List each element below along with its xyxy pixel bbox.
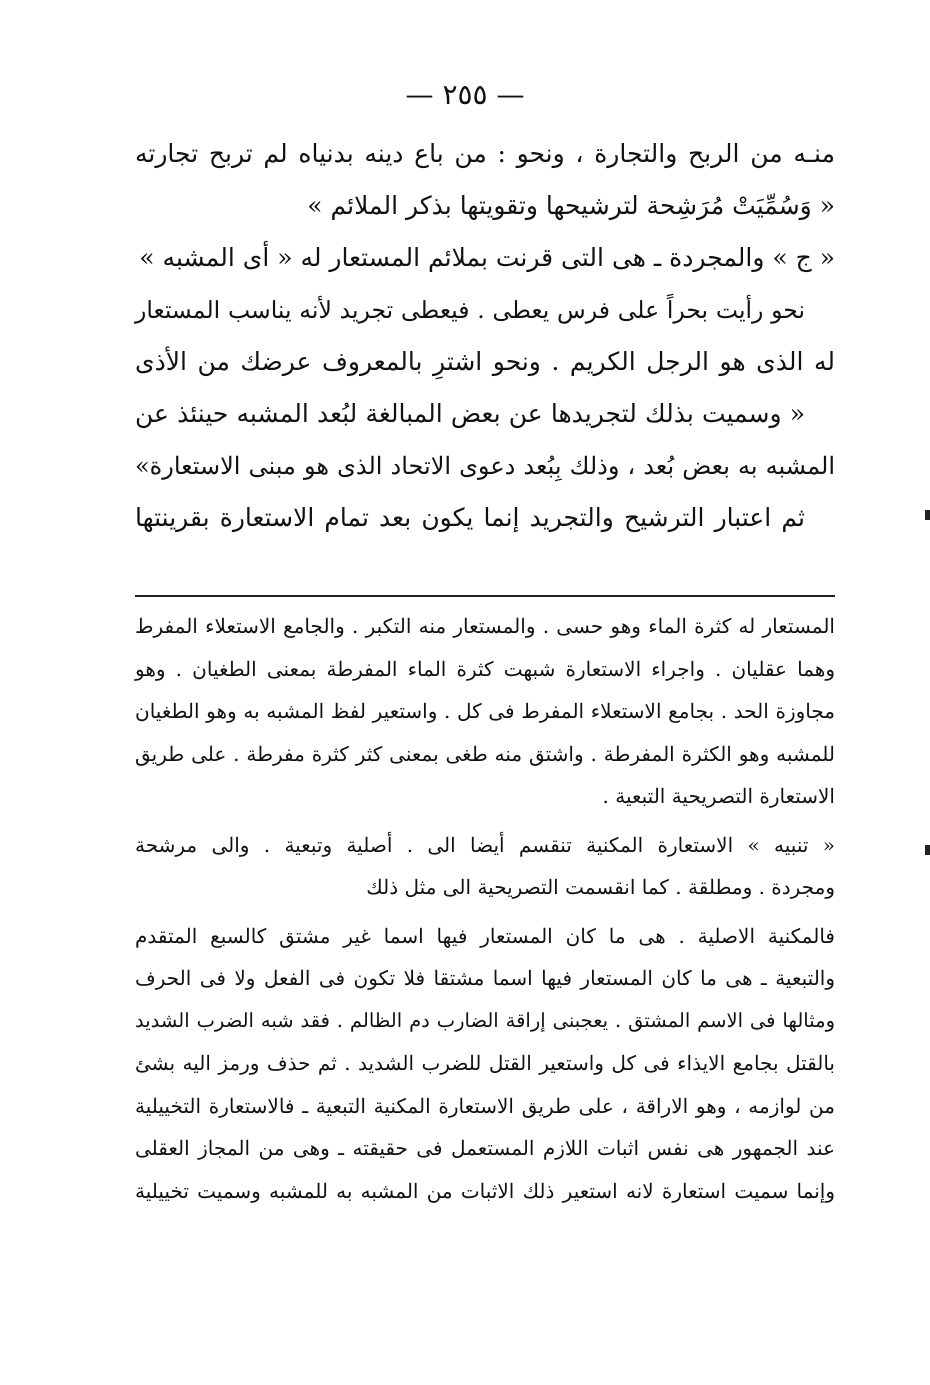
footnote-divider [135, 595, 835, 597]
footnote-line: الاستعارة التصريحية التبعية . [602, 784, 835, 808]
main-line: « وَسُمِّيَتْ مُرَشِحة لترشيحها وتقويتها بذكر الملائم » [307, 191, 835, 220]
main-line: المشبه به بعض بُعد ، وذلك بِبُعد دعوى الاتحاد الذى هو مبنى الاستعارة» [135, 452, 835, 480]
footnote-line: عند الجمهور هى نفس اثبات اللازم المستعمل فى حقيقته ـ وهى من المجاز العقلى [135, 1136, 835, 1160]
footnote-line: وهما عقليان . واجراء الاستعارة شبهت كثرة الماء المفرطة بمعنى الطغيان . وهو [135, 656, 835, 681]
scan-edge-mark [925, 510, 930, 520]
footnote-line: والتبعية ـ هى ما كان المستعار فيها اسما مشتقا فلا تكون فى الفعل ولا فى الحرف [135, 966, 835, 990]
footnote-line: من لوازمه ، وهو الاراقة ، على طريق الاستعارة المكنية التبعية ـ فالاستعارة التخييلية [135, 1093, 835, 1118]
footnote-text [135, 605, 835, 1212]
main-line: نحو رأيت بحراً على فرس يعطى . فيعطى تجريد لأنه يناسب المستعار [135, 296, 805, 324]
page-number: — ٢٥٥ — [405, 78, 525, 111]
main-line: منـه من الربح والتجارة ، ونحو : من باع دينه بدنياه لم تربح تجارته [135, 139, 835, 168]
footnote-line: وإنما سميت استعارة لانه استعير ذلك الاثبات من المشبه به للمشبه وسميت تخييلية [135, 1178, 835, 1203]
main-line: « ج » والمجردة ـ هى التى قرنت بملائم المستعار له « أى المشبه » [139, 243, 835, 272]
main-text [135, 128, 835, 544]
main-line: له الذى هو الرجل الكريم . ونحو اشترِ بالمعروف عرضك من الأذى [135, 347, 835, 376]
footnote-line: ومثالها فى الاسم المشتق . يعجبنى إراقة الضارب دم الظالم . فقد شبه الضرب الشديد [135, 1008, 835, 1032]
footnote-line: مجاوزة الحد . بجامع الاستعلاء المفرط فى كل . واستعير لفظ المشبه به وهو الطغيان [135, 699, 835, 723]
footnote-line: فالمكنية الاصلية . هى ما كان المستعار فيها اسما غير مشتق كالسبع المتقدم [135, 923, 835, 948]
footnote-line: « تنبيه » الاستعارة المكنية تنقسم أيضا الى . أصلية وتبعية . والى مرشحة [135, 832, 835, 857]
main-line: « وسميت بذلك لتجريدها عن بعض المبالغة لبُعد المشبه حينئذ عن [135, 399, 805, 428]
main-line: ثم اعتبار الترشيح والتجريد إنما يكون بعد تمام الاستعارة بقرينتها [135, 503, 805, 532]
footnote-line: بالقتل بجامع الايذاء فى كل واستعير القتل للضرب الشديد . ثم حذف ورمز اليه بشئ [135, 1051, 835, 1075]
footnote-line: ومجردة . ومطلقة . كما انقسمت التصريحية الى مثل ذلك [366, 875, 835, 899]
footnote-line: للمشبه وهو الكثرة المفرطة . واشتق منه طغى بمعنى كثر كثرة مفرطة . على طريق [135, 741, 835, 766]
scan-edge-mark [925, 845, 930, 855]
footnote-line: المستعار له كثرة الماء وهو حسى . والمستعار منه التكبر . والجامع الاستعلاء المفرط [135, 614, 835, 638]
